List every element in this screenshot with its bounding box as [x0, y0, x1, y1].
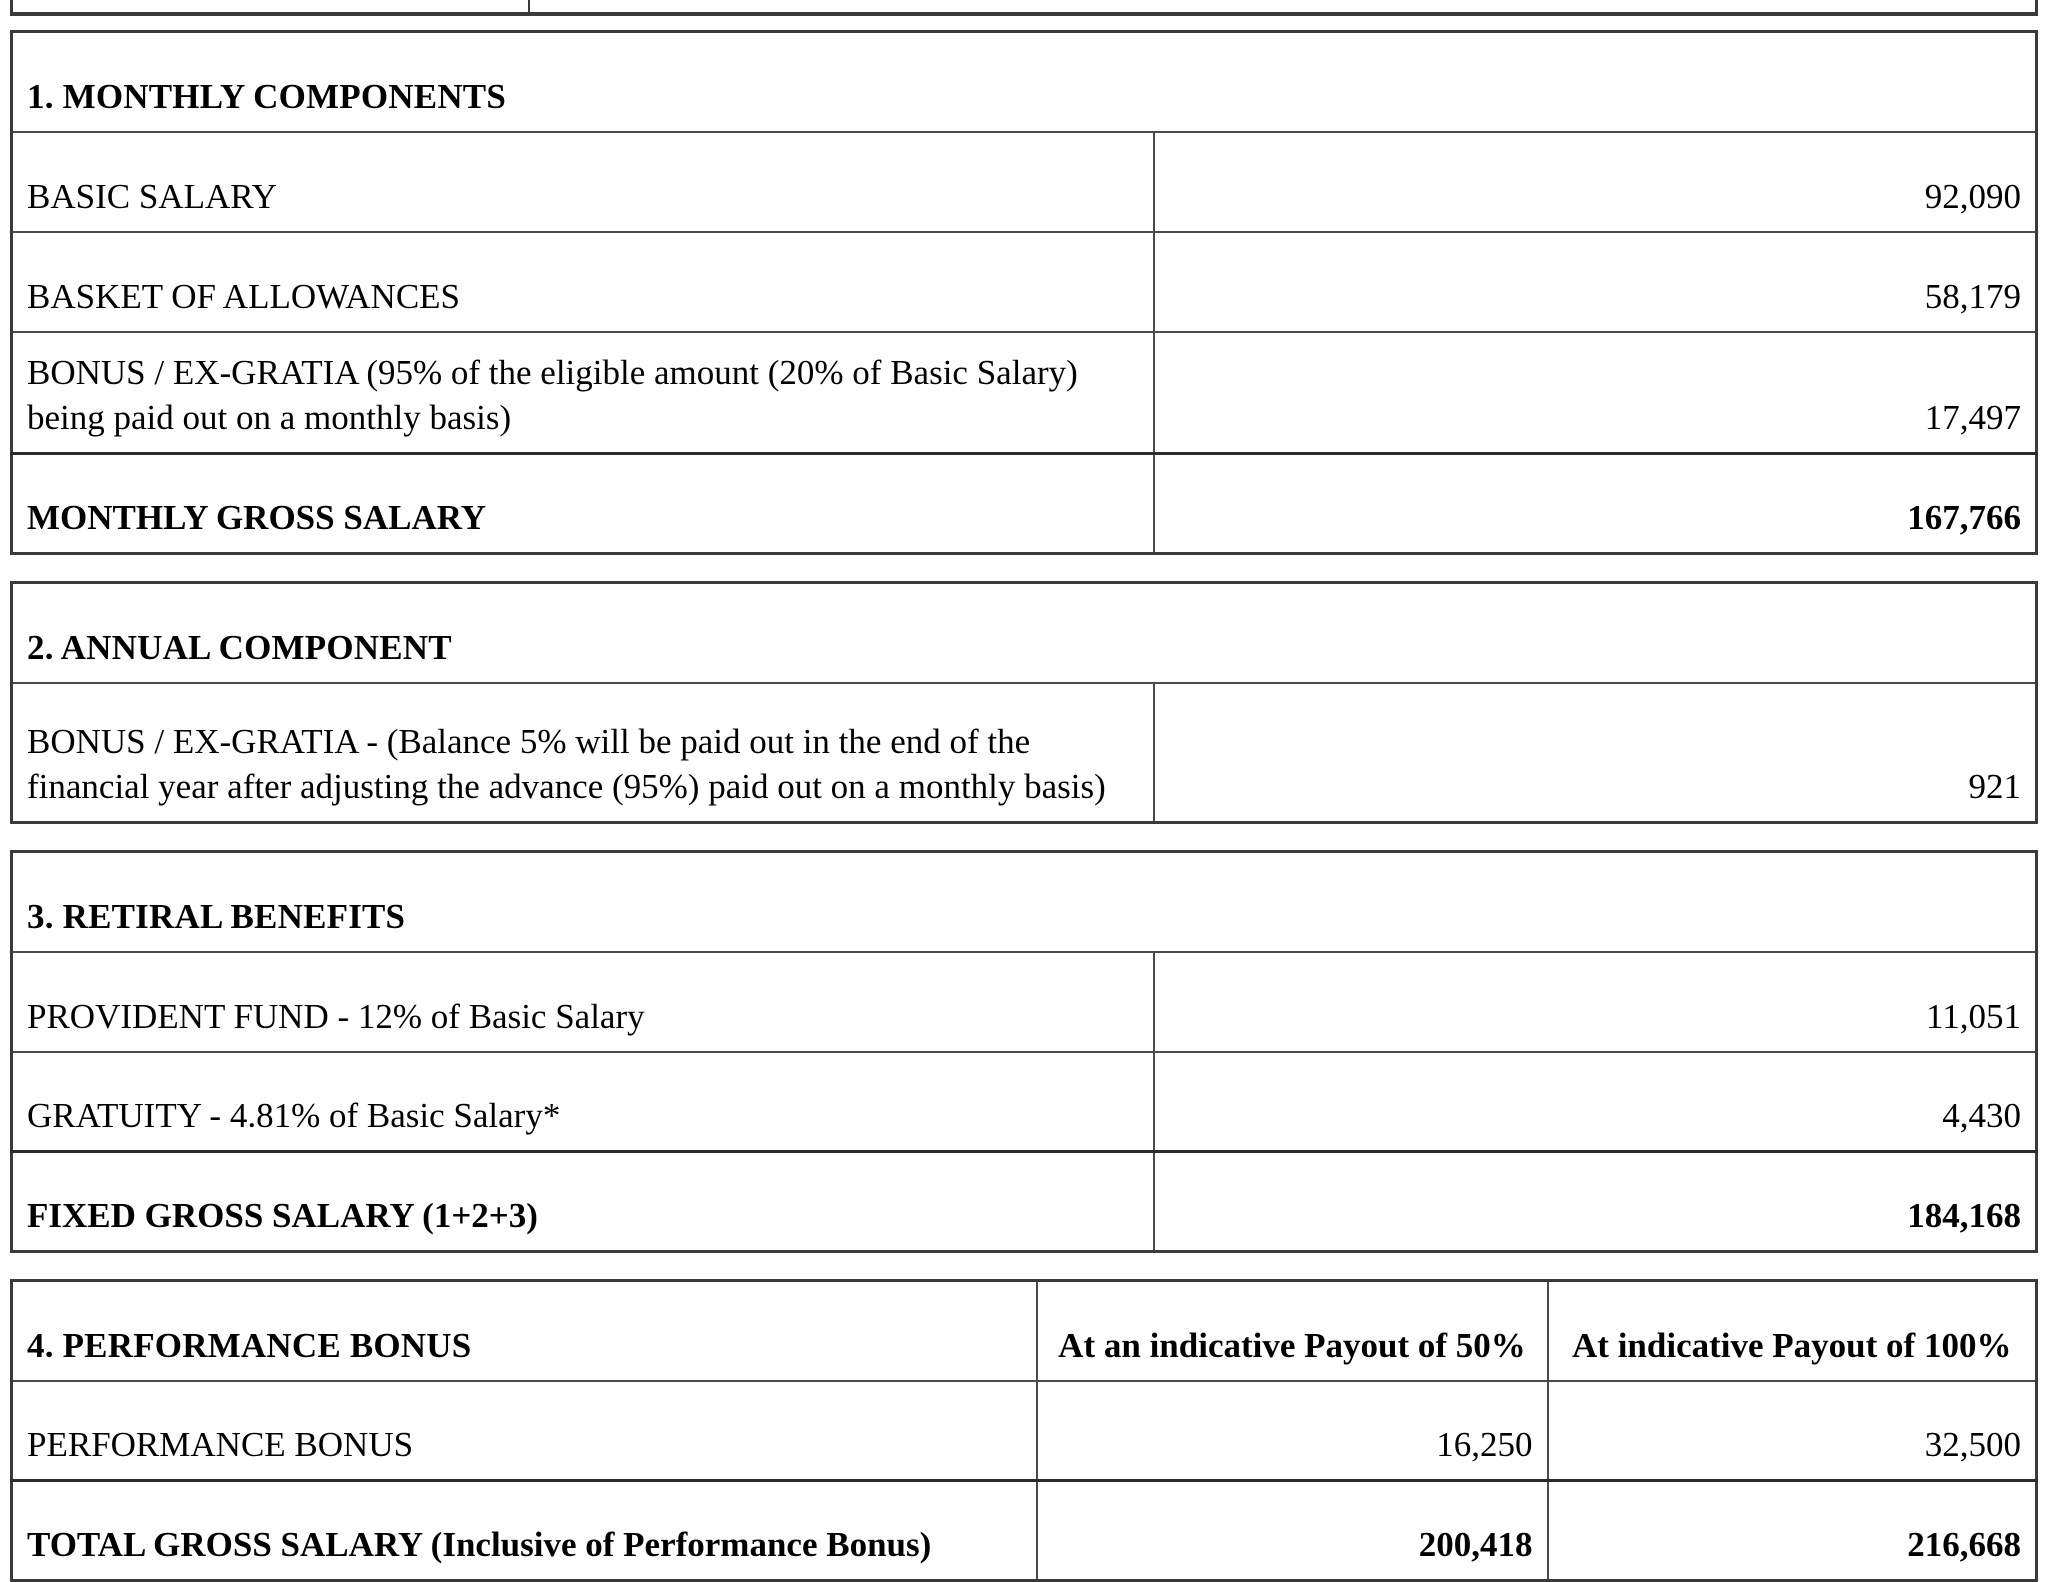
section-annual-component — [10, 581, 2038, 824]
table-row — [12, 1052, 2037, 1152]
table-row-total — [12, 1481, 2037, 1581]
row-label-provident-fund: PROVIDENT FUND - 12% of Basic Salary — [12, 952, 1154, 1052]
row-label-basket-of-allowances: BASKET OF ALLOWANCES — [12, 232, 1154, 332]
column-header-payout-50: At an indicative Payout of 50% — [1037, 1281, 1548, 1381]
table-row — [12, 683, 2037, 823]
column-header-payout-100: At indicative Payout of 100% — [1548, 1281, 2037, 1381]
section-heading-row — [12, 1281, 2037, 1381]
truncated-table-divider — [528, 0, 530, 12]
row-label-fixed-gross-salary: FIXED GROSS SALARY (1+2+3) — [12, 1152, 1154, 1252]
section-performance-bonus — [10, 1279, 2038, 1582]
table-row — [12, 332, 2037, 454]
section-monthly-components — [10, 30, 2038, 555]
row-value-bonus-ex-gratia-annual: 921 — [1154, 683, 2037, 823]
section-heading-monthly-components: 1. MONTHLY COMPONENTS — [12, 32, 2037, 132]
row-label-performance-bonus: PERFORMANCE BONUS — [12, 1381, 1037, 1481]
row-value-bonus-ex-gratia-monthly: 17,497 — [1154, 332, 2037, 454]
row-label-monthly-gross-salary: MONTHLY GROSS SALARY — [12, 454, 1154, 554]
section-heading-row — [12, 852, 2037, 952]
row-value-fixed-gross-salary: 184,168 — [1154, 1152, 2037, 1252]
section-heading-annual-component: 2. ANNUAL COMPONENT — [12, 583, 2037, 683]
section-heading-row — [12, 32, 2037, 132]
row-value-basic-salary: 92,090 — [1154, 132, 2037, 232]
row-value-performance-bonus-100: 32,500 — [1548, 1381, 2037, 1481]
row-value-performance-bonus-50: 16,250 — [1037, 1381, 1548, 1481]
row-value-provident-fund: 11,051 — [1154, 952, 2037, 1052]
table-row — [12, 232, 2037, 332]
table-row — [12, 1381, 2037, 1481]
row-value-total-gross-salary-50: 200,418 — [1037, 1481, 1548, 1581]
row-label-gratuity: GRATUITY - 4.81% of Basic Salary* — [12, 1052, 1154, 1152]
section-heading-row — [12, 583, 2037, 683]
table-row — [12, 952, 2037, 1052]
row-value-monthly-gross-salary: 167,766 — [1154, 454, 2037, 554]
row-value-basket-of-allowances: 58,179 — [1154, 232, 2037, 332]
table-row-total — [12, 1152, 2037, 1252]
section-heading-performance-bonus: 4. PERFORMANCE BONUS — [12, 1281, 1037, 1381]
truncated-table-fragment — [10, 0, 2038, 16]
table-row — [12, 132, 2037, 232]
row-label-bonus-ex-gratia-annual: BONUS / EX-GRATIA - (Balance 5% will be paid out in the end of the financial year after adjusting the advance (95%) paid out on a monthly basis) — [12, 683, 1154, 823]
row-value-gratuity: 4,430 — [1154, 1052, 2037, 1152]
row-label-total-gross-salary: TOTAL GROSS SALARY (Inclusive of Performance Bonus) — [12, 1481, 1037, 1581]
section-retiral-benefits — [10, 850, 2038, 1253]
row-value-total-gross-salary-100: 216,668 — [1548, 1481, 2037, 1581]
section-heading-retiral-benefits: 3. RETIRAL BENEFITS — [12, 852, 2037, 952]
row-label-basic-salary: BASIC SALARY — [12, 132, 1154, 232]
table-row-total — [12, 454, 2037, 554]
row-label-bonus-ex-gratia-monthly: BONUS / EX-GRATIA (95% of the eligible amount (20% of Basic Salary) being paid out on a monthly basis) — [12, 332, 1154, 454]
